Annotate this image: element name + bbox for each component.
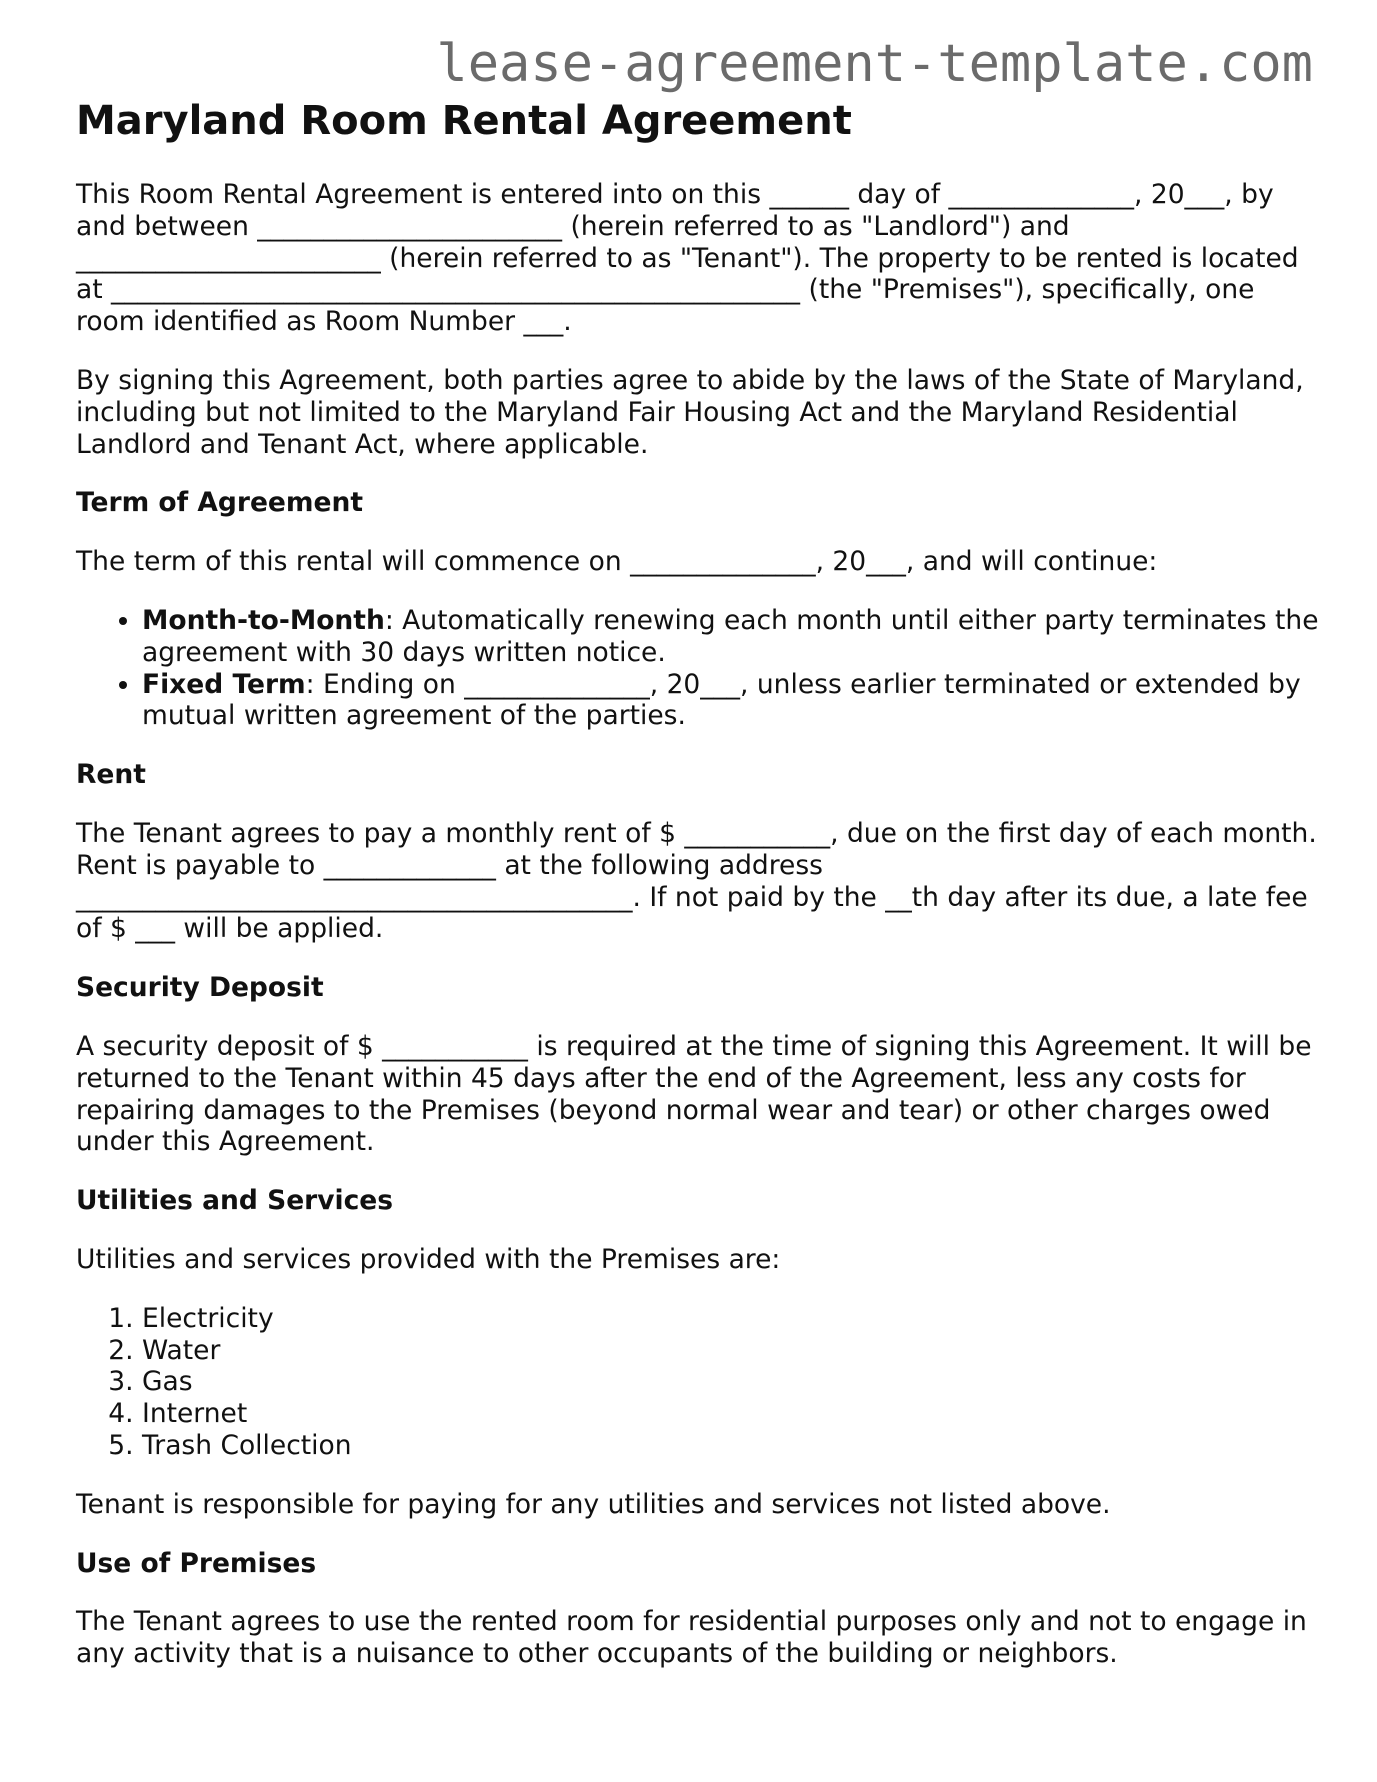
- term-option-label: Month-to-Month: [142, 604, 385, 636]
- rent-paragraph: The Tenant agrees to pay a monthly rent of $ ___________, due on the first day of each month. Rent is payable to _____________ at the following address __________________________________________. If not paid by the __th day after its due, a late fee of $ ___ will be applied.: [76, 817, 1317, 945]
- term-option-text: : Ending on ______________, 20___, unless earlier terminated or extended by mutual written agreement of the parties.: [142, 668, 1301, 732]
- term-option-label: Fixed Term: [142, 668, 306, 700]
- document-title: Maryland Room Rental Agreement: [76, 98, 852, 144]
- utilities-note: Tenant is responsible for paying for any utilities and services not listed above.: [76, 1488, 1111, 1520]
- deposit-paragraph: A security deposit of $ ___________ is required at the time of signing this Agreement. It will be returned to the Tenant within 45 days after the end of the Agreement, less any costs for repairing damages to the Premises (beyond normal wear and tear) or other charges owed under this Agreement.: [76, 1030, 1312, 1158]
- intro-paragraph: This Room Rental Agreement is entered into on this ______ day of ______________, 20___, by and between _______________________ (herein referred to as "Landlord") and _______________________ (herein referred to as "Tenant"). The property to be rented is located at ____________________________________________________ (the "Premises"), specifically, one room identified as Room Number ___.: [76, 179, 1299, 338]
- list-item: 3. Gas: [142, 1366, 1321, 1398]
- utilities-list: [76, 1303, 1321, 1462]
- term-options-list: [76, 605, 1321, 732]
- utilities-heading: Utilities and Services: [76, 1185, 394, 1217]
- utilities-paragraph: Utilities and services provided with the Premises are:: [76, 1243, 781, 1275]
- term-heading: Term of Agreement: [76, 487, 364, 519]
- document-body: [76, 98, 1321, 1697]
- list-item: 1. Electricity: [142, 1303, 1321, 1335]
- use-paragraph: The Tenant agrees to use the rented room for residential purposes only and not to engage in any activity that is a nuisance to other occupants of the building or neighbors.: [76, 1606, 1307, 1670]
- use-heading: Use of Premises: [76, 1547, 317, 1579]
- deposit-heading: Security Deposit: [76, 972, 324, 1004]
- list-item: 5. Trash Collection: [142, 1430, 1321, 1462]
- list-item: 4. Internet: [142, 1398, 1321, 1430]
- list-item: [142, 669, 1321, 733]
- rent-heading: Rent: [76, 759, 146, 791]
- laws-paragraph: By signing this Agreement, both parties agree to abide by the laws of the State of Maryland, including but not limited to the Maryland Fair Housing Act and the Maryland Residential Landlord and Tenant Act, where applicable.: [76, 364, 1304, 460]
- term-option-text: : Automatically renewing each month until either party terminates the agreement with 30 days written notice.: [142, 604, 1319, 668]
- list-item: [142, 605, 1321, 669]
- term-paragraph: The term of this rental will commence on ______________, 20___, and will continue:: [76, 546, 1158, 578]
- site-watermark: lease-agreement-template.com: [436, 34, 1313, 94]
- list-item: 2. Water: [142, 1335, 1321, 1367]
